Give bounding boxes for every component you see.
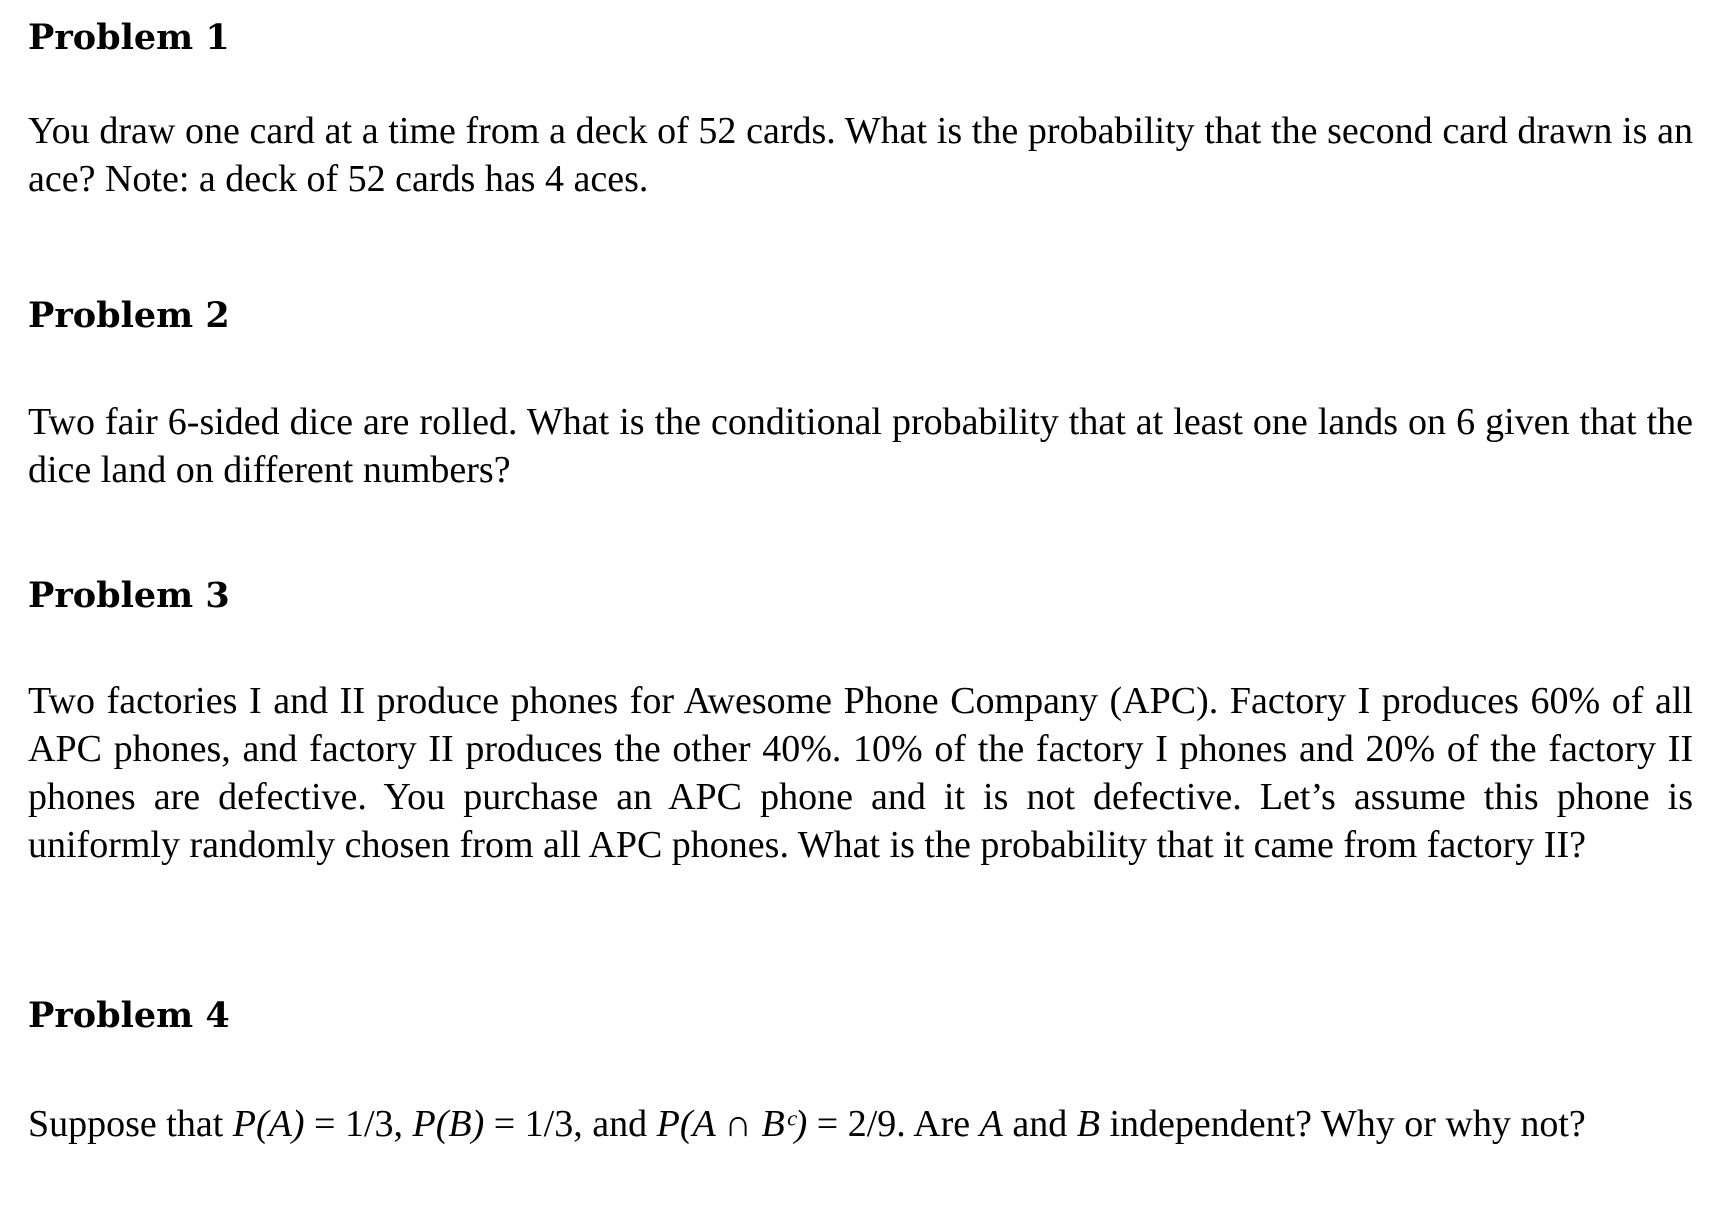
problem-4-heading: Problem 4 [28, 995, 230, 1036]
problem-4-text-part: = 1/3, and [484, 1103, 657, 1145]
problem-4-text-part: = 2/9. Are [807, 1103, 980, 1145]
problem-2-text: Two fair 6-sided dice are rolled. What is the conditional probability that at least one lands on 6 given that the dice land on different numbers? [28, 401, 1693, 491]
problem-4-text-part: Suppose that [28, 1103, 233, 1145]
problem-2-heading: Problem 2 [28, 295, 230, 336]
prob-b-expression: P(B) [412, 1103, 485, 1145]
event-b: B [1076, 1103, 1100, 1145]
prob-a-and-not-b-expression: P(A ∩ Bᶜ) [656, 1103, 808, 1145]
problem-3-text: Two factories I and II produce phones for Awesome Phone Company (APC). Factory I produces 60% of all APC phones, and factory II produces the other 40%. 10% of the factory I phones and 20% of the factory II phones are defective. You purchase an APC phone and it is not defective. Let’s assume this phone is uniformly randomly chosen from all APC phones. What is the probability that it came from factory II? [28, 680, 1693, 866]
problem-4-text-part: = 1/3, [304, 1103, 413, 1145]
event-a: A [979, 1103, 1003, 1145]
problem-1-text: You draw one card at a time from a deck of 52 cards. What is the probability that the second card drawn is an ace? Note: a deck of 52 cards has 4 aces. [28, 110, 1693, 200]
problem-4-text-part: and [1002, 1103, 1077, 1145]
problem-4-text-part: independent? Why or why not? [1099, 1103, 1586, 1145]
prob-a-expression: P(A) [232, 1103, 305, 1145]
problem-3-heading: Problem 3 [28, 575, 230, 616]
problem-1-heading: Problem 1 [28, 17, 230, 58]
problem-4-text [28, 1100, 1693, 1148]
